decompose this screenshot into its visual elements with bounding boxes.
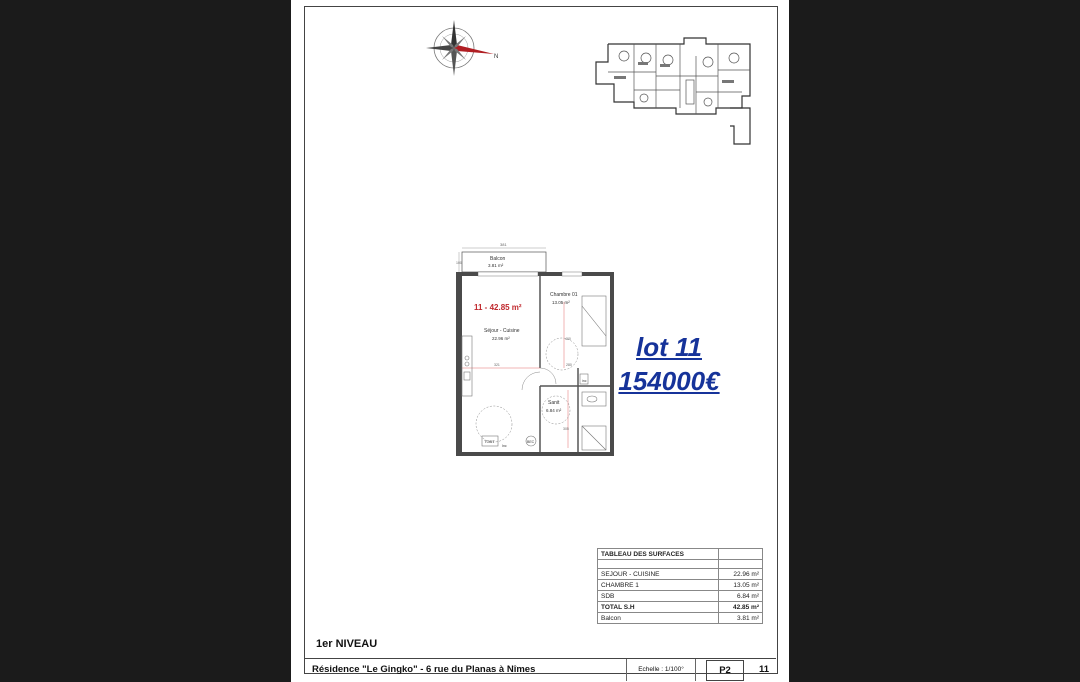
bathroom-name: Sanit (548, 400, 560, 406)
balcony-area: 3.81 m² (488, 263, 504, 268)
tag-inc: Inc (502, 444, 507, 448)
page-number: 11 (758, 664, 770, 675)
bedroom-name: Chambre 01 (550, 292, 578, 298)
table-row-total: TOTAL S.H 42.85 m² (598, 602, 763, 613)
kitchen-counter (462, 336, 472, 396)
building-key-plan (594, 36, 780, 148)
apartment-floor-plan (452, 240, 622, 460)
lot-price: 154000€ (618, 366, 720, 396)
lot-label: lot 11 (636, 332, 702, 362)
north-label: N (494, 54, 499, 60)
sheet-number: P2 (706, 660, 744, 681)
tag-bec: BEC (527, 440, 535, 444)
bedroom-width-dim: 280 (566, 363, 572, 367)
table-row: SEJOUR - CUISINE 22.96 m² (598, 569, 763, 580)
balcony-name: Balcon (490, 256, 506, 262)
scale-label: Echelle : 1/100° (626, 659, 696, 681)
bath-dim: 305 (563, 427, 569, 431)
table-row: Balcon 3.81 m² (598, 613, 763, 624)
bedroom-area: 13.05 m² (552, 300, 570, 305)
table-row: CHAMBRE 1 13.05 m² (598, 580, 763, 591)
lot-area-label: 11 - 42.85 m² (474, 303, 522, 312)
balcony-outline (462, 252, 546, 272)
project-address: Résidence "Le Gingko" - 6 rue du Planas à Nîmes (312, 664, 536, 675)
bedroom-wardrobe (582, 296, 606, 346)
exterior-walls (456, 272, 614, 456)
bathroom-area: 6.84 m² (546, 408, 562, 413)
balcony-width-dim: 381 (500, 242, 507, 247)
level-label: 1er NIVEAU (316, 638, 378, 650)
balcony-depth-dim: 100 (456, 261, 462, 265)
living-width-dim: 321 (494, 363, 500, 367)
surface-table (597, 548, 763, 624)
living-room-name: Séjour - Cuisine (484, 328, 520, 334)
surface-table-header: TABLEAU DES SURFACES (598, 549, 719, 560)
compass-rose-icon (420, 12, 500, 84)
interior-partitions (540, 276, 610, 452)
bedroom-depth-dim: 400 (565, 337, 571, 341)
table-row: SDB 6.84 m² (598, 591, 763, 602)
tag-tgbt: TGBT (484, 439, 495, 444)
tag-inc-bath: inc (582, 379, 587, 383)
title-block (304, 658, 776, 681)
living-room-area: 22.96 m² (492, 336, 510, 341)
